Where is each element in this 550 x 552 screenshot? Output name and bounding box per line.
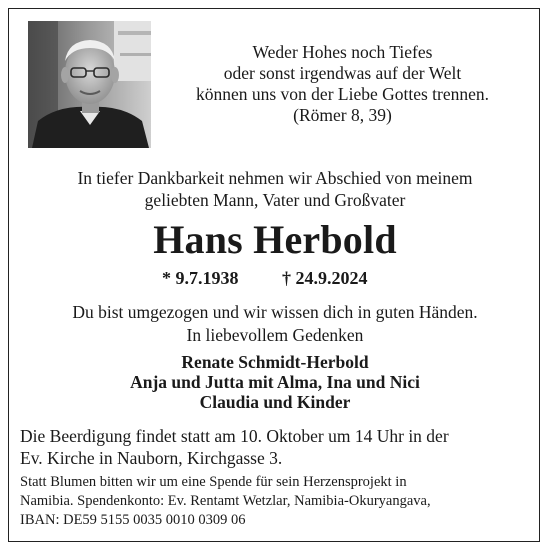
birth-date: * 9.7.1938 — [162, 268, 239, 288]
mourners-list — [20, 352, 530, 412]
funeral-line: Die Beerdigung findet statt am 10. Oktober um 14 Uhr in der — [20, 426, 449, 446]
mourner-name: Anja und Jutta mit Alma, Ina und Nici — [130, 372, 420, 392]
memorial-message — [20, 301, 530, 347]
bible-verse — [170, 42, 515, 126]
death-date: † 24.9.2024 — [282, 268, 368, 288]
portrait-photo — [28, 21, 151, 148]
farewell-intro — [20, 167, 530, 211]
mourner-name: Renate Schmidt-Herbold — [181, 352, 369, 372]
donation-notice — [20, 473, 530, 530]
verse-line: können uns von der Liebe Gottes trennen. — [195, 84, 490, 104]
verse-line: Weder Hohes noch Tiefes — [252, 42, 433, 62]
funeral-notice — [20, 425, 530, 469]
donation-iban: IBAN: DE59 5155 0035 0010 0309 06 — [20, 512, 246, 528]
verse-line: oder sonst irgendwas auf der Welt — [223, 63, 462, 83]
donation-line: Namibia. Spendenkonto: Ev. Rentamt Wetzlar, Namibia-Okuryangava, — [20, 493, 431, 509]
funeral-line: Ev. Kirche in Nauborn, Kirchgasse 3. — [20, 448, 283, 468]
intro-line: geliebten Mann, Vater und Großvater — [144, 190, 406, 210]
mourner-name: Claudia und Kinder — [199, 392, 351, 412]
donation-line: Statt Blumen bitten wir um eine Spende für sein Herzensprojekt in — [20, 474, 407, 490]
deceased-name: Hans Herbold — [153, 217, 397, 262]
message-line: In liebevollem Gedenken — [186, 325, 364, 345]
verse-reference: (Römer 8, 39) — [293, 105, 392, 125]
portrait-image — [28, 21, 151, 148]
intro-line: In tiefer Dankbarkeit nehmen wir Abschied von meinem — [77, 168, 473, 188]
message-line: Du bist umgezogen und wir wissen dich in guten Händen. — [72, 302, 478, 322]
